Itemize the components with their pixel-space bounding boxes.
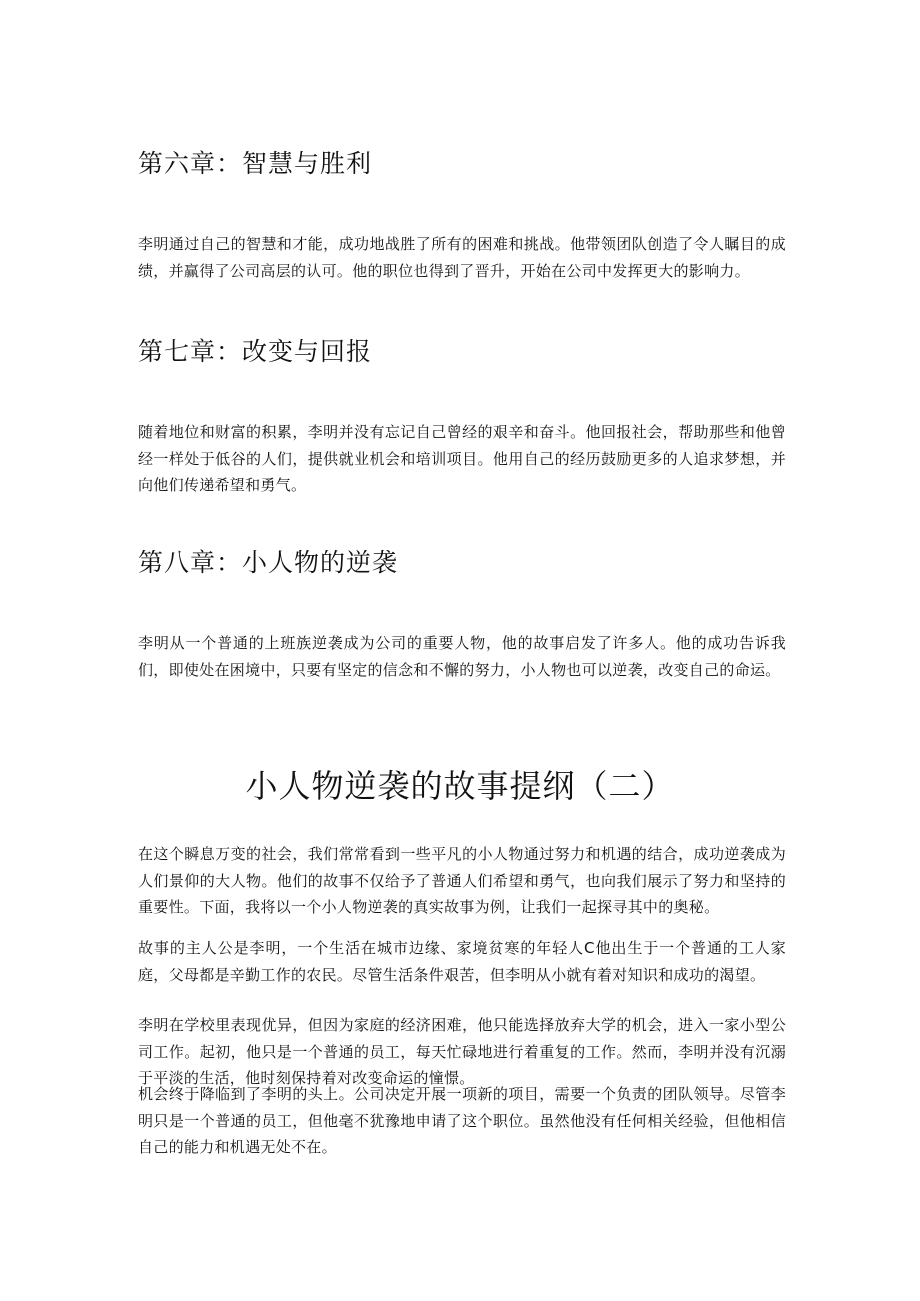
early-career-paragraph: 李明在学校里表现优异，但因为家庭的经济困难，他只能选择放弃大学的机会，进入一家小型公司工作。起初，他只是一个普通的员工，每天忙碌地进行着重复的工作。然而，李明并没有沉溺于平淡的生活，他时刻保持着对改变命运的憧憬。 <box>138 1016 786 1087</box>
chapter-8-paragraph: 李明从一个普通的上班族逆袭成为公司的重要人物，他的故事启发了许多人。他的成功告诉我们，即使处在困境中，只要有坚定的信念和不懈的努力，小人物也可以逆袭，改变自己的命运。 <box>138 634 786 679</box>
protagonist-paragraph: 故事的主人公是李明，一个生活在城市边缘、家境贫寒的年轻人C他出生于一个普通的工人家庭，父母都是辛勤工作的农民。尽管生活条件艰苦，但李明从小就有着对知识和成功的渴望。 <box>138 939 786 984</box>
chapter-8-heading: 第八章：小人物的逆袭 <box>138 548 399 577</box>
chapter-6-heading: 第六章：智慧与胜利 <box>138 149 373 178</box>
chapter-6-paragraph: 李明通过自己的智慧和才能，成功地战胜了所有的困难和挑战。他带领团队创造了令人瞩目的成绩，并赢得了公司高层的认可。他的职位也得到了晋升，开始在公司中发挥更大的影响力。 <box>138 235 786 280</box>
chapter-7-paragraph: 随着地位和财富的积累，李明并没有忘记自己曾经的艰辛和奋斗。他回报社会，帮助那些和他曾经一样处于低谷的人们，提供就业机会和培训项目。他用自己的经历鼓励更多的人追求梦想，并向他们传递希望和勇气。 <box>138 423 786 494</box>
opportunity-paragraph: 机会终于降临到了李明的头上。公司决定开展一项新的项目，需要一个负责的团队领导。尽管李明只是一个普通的员工，但他毫不犹豫地申请了这个职位。虽然他没有任何相关经验，但他相信自己的能力和机遇无处不在。 <box>138 1085 786 1156</box>
intro-paragraph: 在这个瞬息万变的社会，我们常常看到一些平凡的小人物通过努力和机遇的结合，成功逆袭成为人们景仰的大人物。他们的故事不仅给予了普通人们希望和勇气，也向我们展示了努力和坚持的重要性。下面，我将以一个小人物逆袭的真实故事为例，让我们一起探寻其中的奥秘。 <box>138 845 786 916</box>
chapter-7-heading: 第七章：改变与回报 <box>138 337 373 366</box>
document-title: 小人物逆袭的故事提纲（二） <box>245 767 675 805</box>
